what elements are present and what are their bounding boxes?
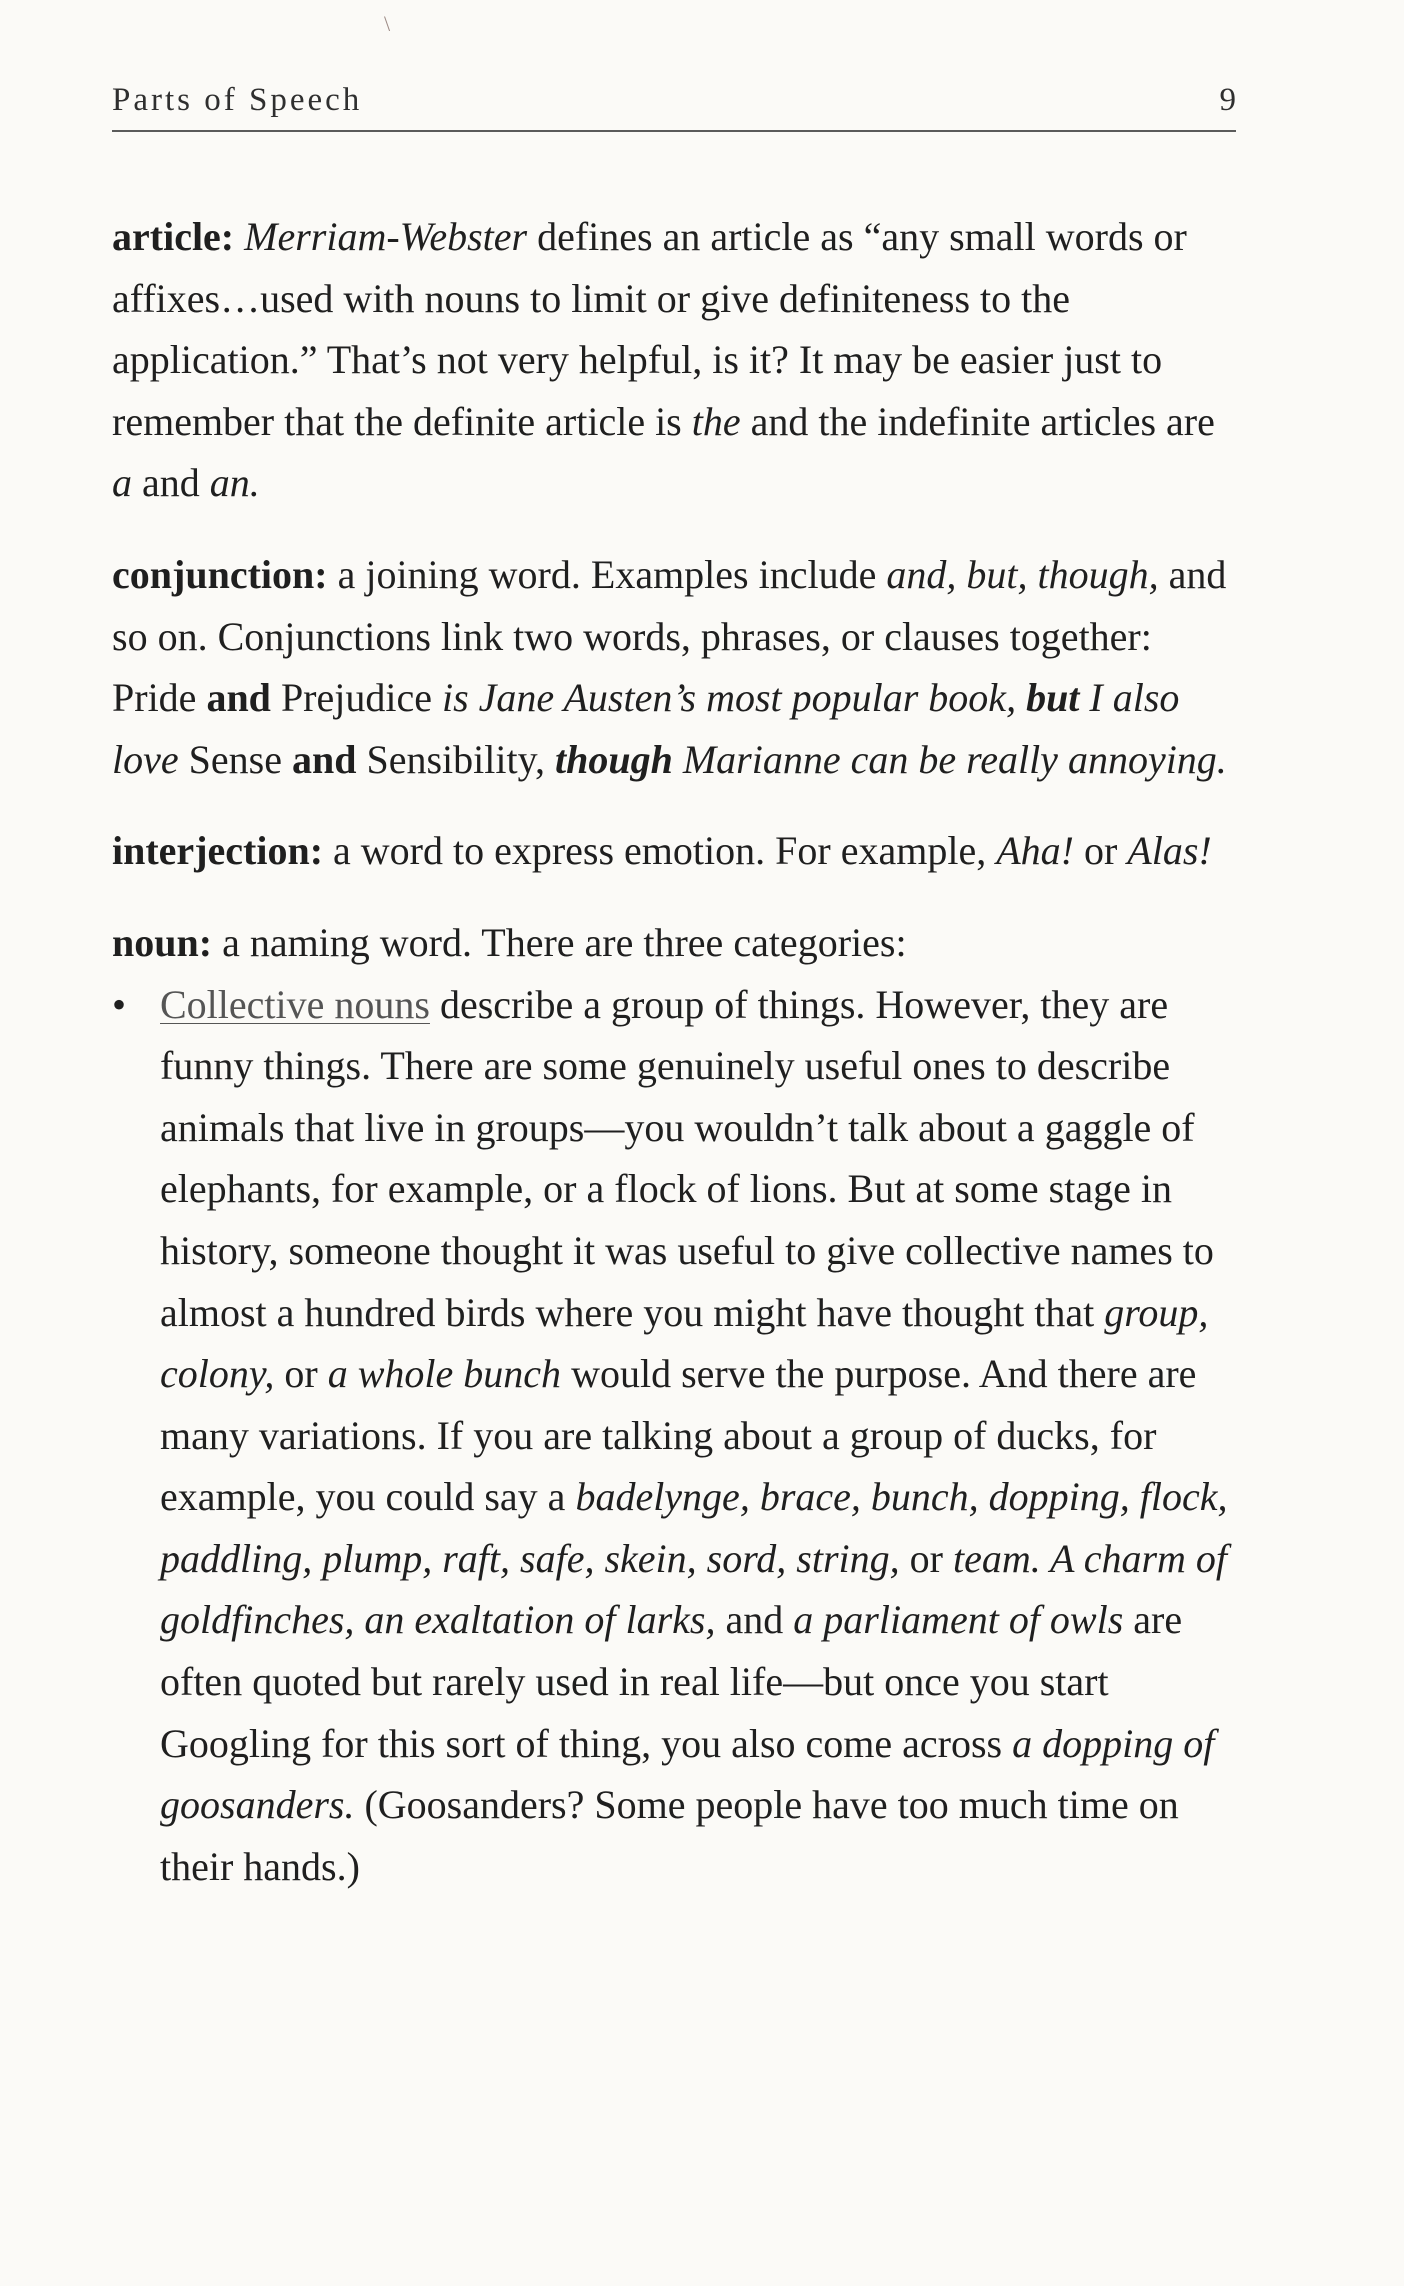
- conjunction-text-12: though: [555, 736, 673, 782]
- conjunction-text-9: Sense: [188, 736, 292, 782]
- article-text-1: Merriam-Webster: [244, 214, 528, 259]
- noun-bullet-text-13: a dopping of goosanders.: [160, 1720, 1215, 1828]
- conjunction-text-1: a joining word. Examples include: [327, 551, 887, 597]
- page-number: 9: [1219, 82, 1236, 118]
- noun-bullet-text-5: a whole bunch: [327, 1351, 562, 1397]
- article-text-6: and: [132, 460, 210, 506]
- conjunction-text-2: and, but, though,: [886, 551, 1159, 597]
- article-text-5: a: [112, 460, 132, 506]
- interjection-text-1: a word to express emotion. For example,: [323, 828, 997, 874]
- article-text-2: defines an article as “any small words or affixes…used with nouns to limit or give definiteness to the application.” That’s not very helpful, is it? It may be easier just to remember that the definite article is: [112, 214, 1187, 444]
- entry-article: [112, 206, 1236, 514]
- conjunction-text-6: is Jane Austen’s most popular book,: [442, 675, 1017, 721]
- noun-bullet-text-6: would serve the purpose. And there are many variations. If you are talking about a group of ducks, for example, you could say a: [160, 1351, 1197, 1520]
- term-article: article:: [112, 214, 235, 259]
- noun-category-list: [112, 974, 1236, 1898]
- noun-text-1: a naming word. There are three categories:: [212, 919, 907, 965]
- article-text-7: an.: [209, 460, 260, 506]
- noun-bullet-text-3: group, colony,: [160, 1289, 1209, 1397]
- article-text-3: the: [691, 398, 741, 444]
- entry-noun: [112, 912, 1236, 1898]
- term-conjunction: conjunction:: [112, 551, 328, 597]
- noun-bullet-text-11: a parliament of owls: [793, 1597, 1124, 1643]
- noun-bullet-text-8: or: [899, 1535, 953, 1581]
- conjunction-text-8: I also love: [112, 675, 1180, 782]
- interjection-text-3: or: [1073, 828, 1128, 874]
- article-text-4: and the indefinite articles are: [740, 398, 1215, 444]
- collective-nouns-link[interactable]: Collective nouns: [160, 981, 430, 1027]
- noun-bullet-text-14: (Goosanders? Some people have too much time on their hands.): [160, 1782, 1179, 1889]
- noun-bullet-text-10: and: [715, 1597, 794, 1643]
- list-item: [112, 974, 1236, 1898]
- conjunction-text-7: but: [1026, 675, 1080, 721]
- page-header: [112, 76, 1236, 132]
- scan-mark: \: [384, 11, 391, 36]
- conjunction-text-4: and: [206, 675, 271, 721]
- noun-bullet-text-7: badelynge, brace, bunch, dopping, flock, paddling, plump, raft, safe, skein, sord, string,: [160, 1474, 1228, 1581]
- running-head: Parts of Speech: [112, 82, 363, 118]
- conjunction-text-10: and: [291, 736, 357, 782]
- entry-conjunction: [112, 544, 1236, 790]
- noun-bullet-text-2: describe a group of things. However, they are funny things. There are some genuinely useful ones to describe animals that live in groups—you wouldn’t talk about a gaggle of elephants, for example, or a flock of lions. But at some stage in history, someone thought it was useful to give collective names to almost a hundred birds where you might have thought that: [160, 981, 1214, 1335]
- interjection-text-4: Alas!: [1127, 828, 1212, 874]
- interjection-text-2: Aha!: [996, 828, 1074, 874]
- term-interjection: interjection:: [112, 828, 324, 874]
- conjunction-text-5: Prejudice: [270, 675, 442, 721]
- entry-interjection: [112, 820, 1236, 882]
- conjunction-text-13: Marianne can be really annoying.: [672, 736, 1227, 782]
- noun-bullet-text-12: are often quoted but rarely used in real life—but once you start Googling for this sort of thing, you also come across: [160, 1597, 1183, 1766]
- noun-intro: [112, 912, 1236, 974]
- conjunction-text-11: Sensibility,: [356, 736, 545, 782]
- bullet-icon: •: [112, 981, 127, 1027]
- conjunction-text-3: and so on. Conjunctions link two words, phrases, or clauses together: Pride: [112, 551, 1227, 721]
- noun-bullet-text-9: team. A charm of goldfinches, an exaltation of larks,: [160, 1535, 1228, 1643]
- page-content: [112, 206, 1236, 1897]
- term-noun: noun:: [112, 919, 213, 965]
- noun-bullet-text-4: or: [274, 1351, 328, 1397]
